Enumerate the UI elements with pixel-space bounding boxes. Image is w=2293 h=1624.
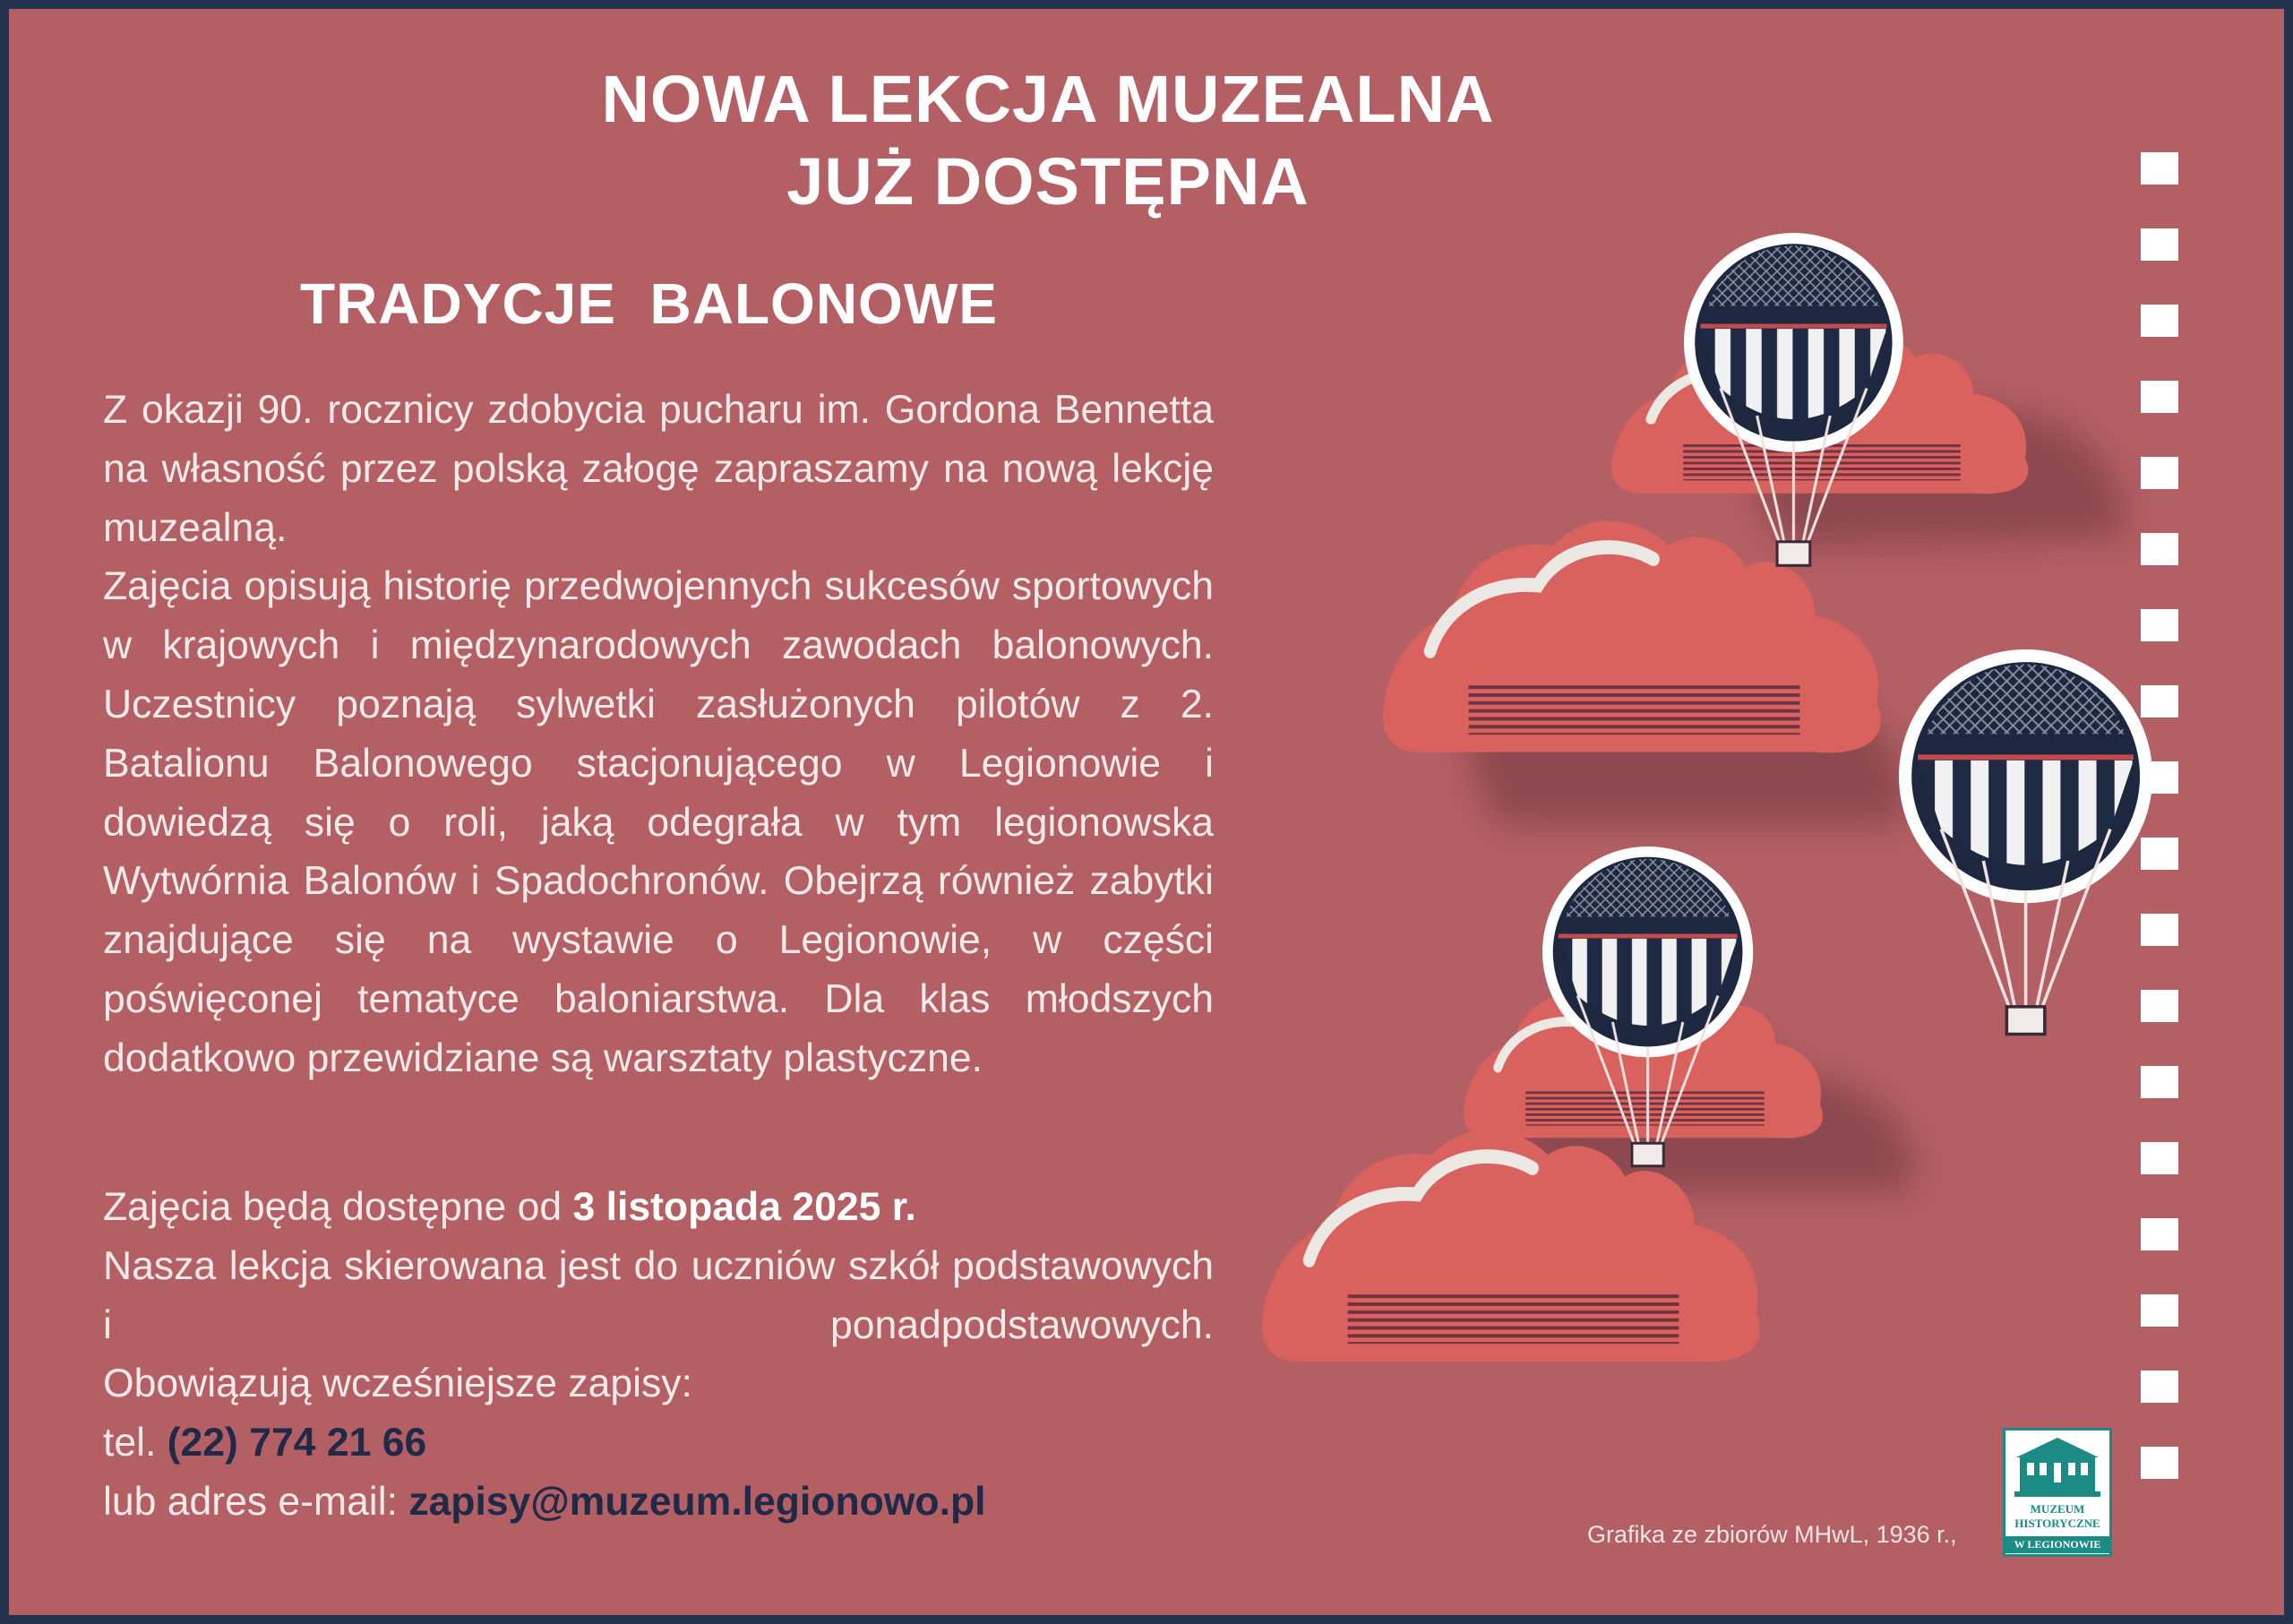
page-title-line-1: NOWA LEKCJA MUZEALNA xyxy=(601,62,1495,136)
email-link[interactable]: zapisy@muzeum.legionowo.pl xyxy=(408,1479,986,1524)
lesson-title: TRADYCJE BALONOWE xyxy=(300,271,998,336)
image-credit: Grafika ze zbiorów MHwL, 1936 r., xyxy=(1587,1521,1957,1548)
strip-square xyxy=(2141,1447,2178,1479)
hot-air-balloon-icon-1 xyxy=(1684,233,1903,565)
strip-square xyxy=(2141,228,2178,261)
strip-square xyxy=(2141,990,2178,1022)
museum-logo xyxy=(2003,1428,2112,1557)
logo-text-line-1: MUZEUM xyxy=(2030,1502,2085,1516)
strip-square xyxy=(2141,1142,2178,1174)
hot-air-balloon-icon-3 xyxy=(1542,846,1753,1166)
logo-text-line-3: W LEGIONOWIE xyxy=(2005,1536,2109,1553)
strip-square xyxy=(2141,761,2178,794)
strip-square xyxy=(2141,838,2178,870)
email-line xyxy=(103,1473,1214,1532)
intro-paragraph: Z okazji 90. rocznicy zdobycia pucharu im. Gordona Bennetta na własność przez polską załogę zapraszamy na nową lekcję muzealną. xyxy=(103,388,1214,550)
cloud-icon-3 xyxy=(1464,977,1823,1138)
availability-prefix: Zajęcia będą dostępne od xyxy=(103,1185,573,1229)
strip-square xyxy=(2141,1371,2178,1403)
strip-square xyxy=(2141,1066,2178,1098)
page-title-line-2: JUŻ DOSTĘPNA xyxy=(786,144,1310,219)
lesson-info xyxy=(103,1178,1214,1532)
strip-square xyxy=(2141,1218,2178,1250)
audience-text: Nasza lekcja skierowana jest do uczniów szkół podstawowych i ponadpodstawowych. xyxy=(103,1243,1214,1347)
strip-square xyxy=(2141,457,2178,489)
strip-square xyxy=(2141,305,2178,337)
strip-square xyxy=(2141,533,2178,565)
lesson-description xyxy=(103,381,1214,1088)
strip-square xyxy=(2141,685,2178,717)
strip-square xyxy=(2141,381,2178,413)
availability-date: 3 listopada 2025 r. xyxy=(572,1185,916,1229)
poster xyxy=(9,9,2284,1615)
phone-prefix: tel. xyxy=(103,1421,167,1465)
strip-square xyxy=(2141,914,2178,946)
strip-square xyxy=(2141,609,2178,641)
cloud-icon-1 xyxy=(1611,323,2028,494)
phone-line xyxy=(103,1413,1214,1473)
availability-line xyxy=(103,1178,1214,1237)
signup-note: Obowiązują wcześniejsze zapisy: xyxy=(103,1362,692,1406)
strip-square xyxy=(2141,152,2178,185)
decorative-strip xyxy=(2141,152,2180,1523)
hot-air-balloon-icon-2 xyxy=(1899,649,2152,1035)
cloud-icon-2 xyxy=(1383,521,1881,753)
email-prefix: lub adres e-mail: xyxy=(103,1479,409,1524)
strip-square xyxy=(2141,1294,2178,1327)
phone-number[interactable]: (22) 774 21 66 xyxy=(167,1421,427,1465)
museum-building-icon xyxy=(2011,1434,2104,1499)
logo-text-line-2: HISTORYCZNE xyxy=(2014,1517,2100,1530)
details-paragraph: Zajęcia opisują historię przedwojennych sukcesów sportowych w krajowych i międzynarodowych zawodach balonowych. Uczestnicy poznają sylwetki zasłużonych pilotów z 2. Batalionu Balonowego stacjonującego w Legionowie i dowiedzą się o roli, jaką odegrała w tym legionowska Wytwórnia Balonów i Spadochronów. Obejrzą również zabytki znajdujące się na wystawie o Legionowie, w części poświęconej tematyce baloniarstwa. Dla klas młodszych dodatkowo przewidziane są warsztaty plastyczne. xyxy=(103,564,1214,1080)
cloud-icon-4 xyxy=(1262,1130,1760,1362)
